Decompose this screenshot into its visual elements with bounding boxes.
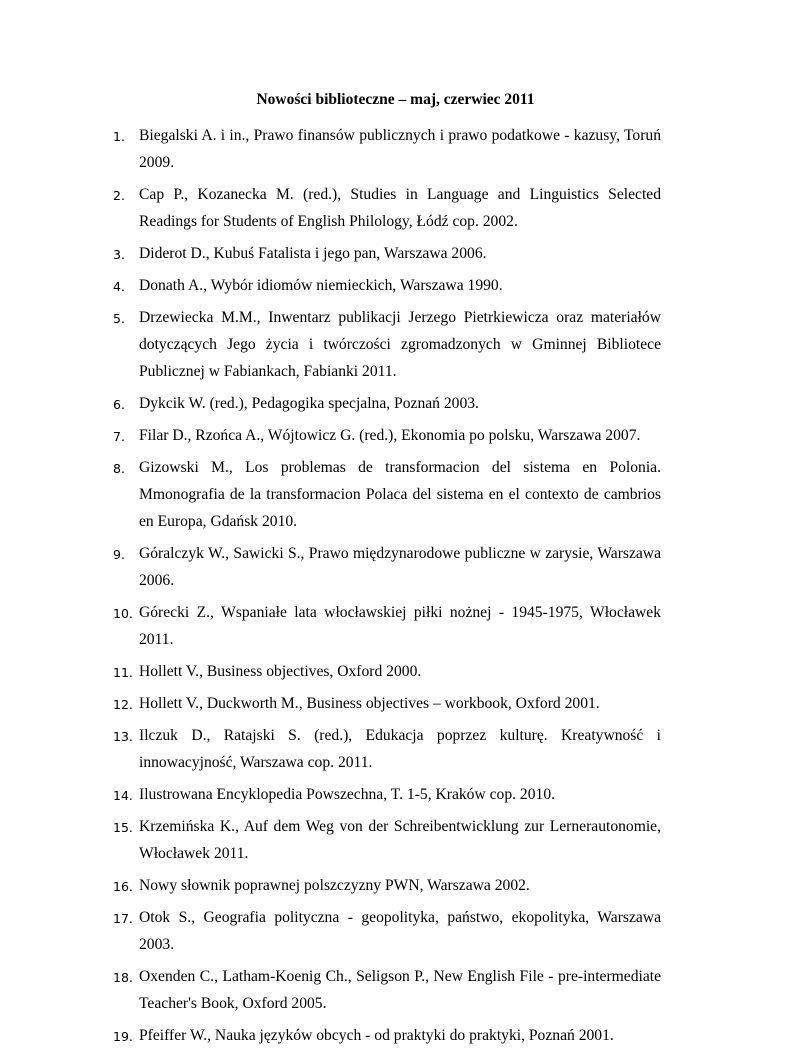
item-number: 18. [113, 970, 133, 985]
item-text: Otok S., Geografia polityczna - geopolityka, państwo, ekopolityka, Warszawa 2003. [139, 909, 661, 953]
page-title: Nowości biblioteczne – maj, czerwiec 2011 [256, 91, 535, 108]
list-item [113, 272, 661, 299]
item-number: 6. [113, 397, 125, 412]
item-number: 11. [113, 665, 133, 680]
list-item [113, 240, 661, 267]
item-number: 16. [113, 879, 133, 894]
list-item [113, 454, 661, 535]
item-text: Ilczuk D., Ratajski S. (red.), Edukacja poprzez kulturę. Kreatywność i innowacyjność, Warszawa cop. 2011. [139, 727, 661, 771]
item-number: 19. [113, 1029, 133, 1044]
item-text: Góralczyk W., Sawicki S., Prawo międzynarodowe publiczne w zarysie, Warszawa 2006. [139, 545, 661, 589]
item-text: Oxenden C., Latham-Koenig Ch., Seligson P., New English File - pre-intermediate Teacher's Book, Oxford 2005. [139, 968, 661, 1012]
list-item [113, 122, 661, 176]
item-text: Górecki Z., Wspaniałe lata włocławskiej piłki nożnej - 1945-1975, Włocławek 2011. [139, 604, 661, 648]
item-number: 14. [113, 788, 133, 803]
list-item [113, 422, 661, 449]
list-item [113, 390, 661, 417]
item-number: 4. [113, 279, 125, 294]
list-item [113, 181, 661, 235]
list-item [113, 690, 661, 717]
item-text: Dykcik W. (red.), Pedagogika specjalna, Poznań 2003. [139, 395, 479, 412]
item-number: 17. [113, 911, 133, 926]
item-text: Drzewiecka M.M., Inwentarz publikacji Jerzego Pietrkiewicza oraz materiałów dotyczących Jego życia i twórczości zgromadzonych w Gminnej Bibliotece Publicznej w Fabiankach, Fabianki 2011. [139, 309, 661, 380]
item-text: Biegalski A. i in., Prawo finansów publicznych i prawo podatkowe - kazusy, Toruń 2009. [139, 127, 661, 171]
list-item [113, 1022, 661, 1049]
item-text: Hollett V., Duckworth M., Business objectives – workbook, Oxford 2001. [139, 695, 600, 712]
item-number: 5. [113, 311, 125, 326]
item-number: 2. [113, 188, 125, 203]
item-text: Ilustrowana Encyklopedia Powszechna, T. 1-5, Kraków cop. 2010. [139, 786, 556, 803]
list-item [113, 540, 661, 594]
item-text: Diderot D., Kubuś Fatalista i jego pan, Warszawa 2006. [139, 245, 487, 262]
item-text: Gizowski M., Los problemas de transformacion del sistema en Polonia. Mmonografia de la transformacion Polaca del sistema en el contexto de cambrios en Europa, Gdańsk 2010. [139, 459, 661, 530]
item-text: Pfeiffer W., Nauka języków obcych - od praktyki do praktyki, Poznań 2001. [139, 1027, 614, 1044]
list-item [113, 722, 661, 776]
item-number: 3. [113, 247, 125, 262]
list-item [113, 781, 661, 808]
list-item [113, 813, 661, 867]
item-number: 12. [113, 697, 133, 712]
item-number: 7. [113, 429, 125, 444]
item-number: 13. [113, 729, 133, 744]
list-item [113, 872, 661, 899]
list-item [113, 599, 661, 653]
list-item [113, 304, 661, 385]
item-number: 15. [113, 820, 133, 835]
item-number: 1. [113, 129, 125, 144]
item-number: 10. [113, 606, 133, 621]
list-item [113, 658, 661, 685]
item-text: Cap P., Kozanecka M. (red.), Studies in Language and Linguistics Selected Readings for Students of English Philology, Łódź cop. 2002. [139, 186, 661, 230]
item-number: 9. [113, 547, 125, 562]
list-item [113, 904, 661, 958]
bibliography-list [113, 122, 661, 1054]
item-text: Donath A., Wybór idiomów niemieckich, Warszawa 1990. [139, 277, 503, 294]
list-item [113, 963, 661, 1017]
item-text: Nowy słownik poprawnej polszczyzny PWN, Warszawa 2002. [139, 877, 530, 894]
item-number: 8. [113, 461, 125, 476]
item-text: Hollett V., Business objectives, Oxford 2000. [139, 663, 422, 680]
item-text: Krzemińska K., Auf dem Weg von der Schreibentwicklung zur Lernerautonomie, Włocławek 2011. [139, 818, 661, 862]
item-text: Filar D., Rzońca A., Wójtowicz G. (red.), Ekonomia po polsku, Warszawa 2007. [139, 427, 641, 444]
